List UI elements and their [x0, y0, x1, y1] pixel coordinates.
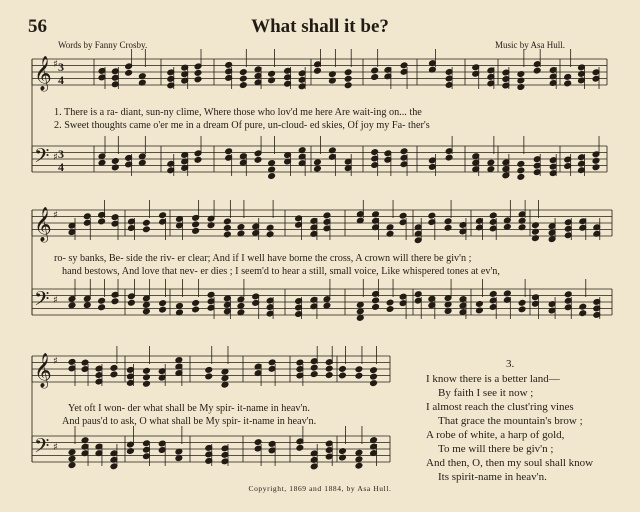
note-head — [239, 82, 247, 89]
hymn-title: What shall it be? — [251, 16, 389, 37]
note-head — [310, 371, 318, 378]
note-head — [192, 228, 200, 235]
note-head — [344, 69, 352, 76]
note-head — [339, 366, 347, 373]
lyric-line: And paus'd to ask, O what shall be My spir- it-name in heav'n. — [62, 416, 317, 427]
note-head — [159, 300, 167, 307]
verse3-line: A robe of white, a harp of gold, — [426, 429, 565, 441]
lyric-line: 1. There is a ra- diant, sun-ny clime, Where those who lov'd me here Are wait-ing on... the — [54, 107, 422, 118]
note-head — [487, 159, 495, 166]
note-head — [355, 462, 363, 469]
verse3-line: I almost reach the clust'ring vines — [426, 401, 574, 413]
verse3-line: To me will there be giv'n ; — [438, 443, 554, 455]
note-head — [517, 161, 525, 168]
note-head — [205, 367, 213, 374]
sharp-icon: ♯ — [53, 442, 58, 453]
note-head — [192, 306, 200, 313]
note-head — [444, 224, 452, 231]
note-head — [128, 299, 136, 306]
note-head — [356, 302, 364, 309]
note-head — [400, 148, 408, 155]
note-head — [476, 301, 484, 308]
note-head — [564, 74, 572, 81]
note-head — [224, 231, 232, 238]
note-head — [68, 462, 76, 469]
note-head — [355, 366, 363, 373]
note-head — [266, 224, 274, 231]
note-head — [205, 373, 213, 380]
note-head — [225, 148, 233, 155]
note-head — [579, 303, 587, 310]
music-credit: Music by Asa Hull. — [495, 40, 566, 50]
note-head — [68, 302, 76, 309]
note-head — [125, 69, 133, 76]
verse3-line: And then, O, then my soul shall know — [426, 457, 594, 469]
note-head — [489, 291, 497, 298]
note-head — [268, 173, 276, 180]
note-head — [159, 306, 167, 313]
note-head — [159, 212, 167, 219]
note-head — [372, 304, 380, 311]
note-head — [518, 306, 526, 313]
note-head — [98, 159, 106, 166]
note-head — [266, 231, 274, 238]
sharp-icon: ♯ — [53, 59, 58, 70]
note-head — [476, 307, 484, 314]
note-head — [386, 306, 394, 313]
lyric-line: hand bestows, And love that nev- er dies ; I seem'd to hear a still, small voice, Like whispered tones at ev'n, — [62, 266, 500, 277]
note-head — [143, 374, 151, 381]
note-head — [517, 167, 525, 174]
treble-clef-icon: 𝄞 — [34, 353, 52, 388]
sharp-icon: ♯ — [53, 295, 58, 306]
time-signature-top: 3 — [58, 147, 64, 161]
note-head — [239, 69, 247, 76]
bass-clef-icon: 𝄢 — [34, 287, 50, 315]
lyric-line: Yet oft I won- der what shall be My spir- it-name in heav'n. — [68, 403, 310, 414]
copyright-notice: Copyright, 1869 and 1884, by Asa Hull. — [248, 484, 392, 493]
verse3-line: Its spirit-name in heav'n. — [438, 471, 547, 483]
note-head — [517, 174, 525, 181]
note-head — [356, 315, 364, 322]
note-head — [143, 219, 151, 226]
note-head — [370, 367, 378, 374]
note-head — [489, 212, 497, 219]
note-head — [143, 380, 151, 387]
sharp-icon: ♯ — [53, 356, 58, 367]
note-head — [314, 159, 322, 166]
note-head — [194, 76, 202, 83]
note-head — [83, 302, 91, 309]
note-head — [370, 380, 378, 387]
note-head — [386, 299, 394, 306]
note-head — [444, 218, 452, 225]
note-head — [372, 297, 380, 304]
note-head — [138, 159, 146, 166]
treble-clef-icon: 𝄞 — [34, 56, 52, 91]
note-head — [370, 373, 378, 380]
note-head — [68, 449, 76, 456]
note-head — [268, 77, 276, 84]
note-head — [194, 69, 202, 76]
note-head — [98, 297, 106, 304]
note-head — [564, 80, 572, 87]
verse3-line: That grace the mountain's brow ; — [438, 415, 583, 427]
note-head — [310, 364, 318, 371]
bass-clef-icon: 𝄢 — [34, 144, 50, 172]
note-head — [143, 367, 151, 374]
note-head — [111, 164, 119, 171]
note-head — [325, 372, 333, 379]
verse3-line: By faith I see it now ; — [438, 387, 534, 399]
note-head — [296, 444, 304, 451]
note-head — [143, 308, 151, 315]
note-head — [192, 300, 200, 307]
verse3-line: I know there is a better land— — [426, 373, 560, 385]
note-head — [192, 221, 200, 228]
note-head — [323, 302, 331, 309]
note-head — [98, 304, 106, 311]
sharp-icon: ♯ — [53, 210, 58, 221]
note-head — [414, 291, 422, 298]
words-credit: Words by Fanny Crosby. — [58, 40, 148, 50]
note-head — [314, 67, 322, 74]
time-signature-top: 3 — [58, 60, 64, 74]
note-head — [371, 67, 379, 74]
note-head — [143, 302, 151, 309]
time-signature-bottom: 4 — [58, 160, 64, 174]
time-signature-bottom: 4 — [58, 73, 64, 87]
note-head — [68, 455, 76, 462]
note-head — [356, 308, 364, 315]
note-head — [323, 212, 331, 219]
note-head — [224, 218, 232, 225]
lyric-line: 2. Sweet thoughts came o'er me in a dream Of pure, un-cloud- ed skies, Of joy my Fa- ther's — [54, 120, 430, 131]
note-head — [110, 365, 118, 372]
note-head — [314, 165, 322, 172]
note-head — [564, 291, 572, 298]
note-head — [355, 372, 363, 379]
note-head — [592, 157, 600, 164]
note-head — [592, 164, 600, 171]
note-head — [487, 166, 495, 173]
note-head — [239, 75, 247, 82]
note-head — [344, 82, 352, 89]
note-head — [355, 456, 363, 463]
note-head — [371, 74, 379, 81]
note-head — [344, 75, 352, 82]
lyric-line: ro- sy banks, Be- side the riv- er clear; And if I well have borne the cross, A crown will there be giv'n ; — [54, 253, 472, 264]
note-head — [445, 154, 453, 161]
note-head — [194, 156, 202, 163]
bass-clef-icon: 𝄢 — [34, 434, 50, 462]
note-head — [428, 212, 436, 219]
note-head — [518, 299, 526, 306]
note-head — [579, 310, 587, 317]
note-head — [110, 371, 118, 378]
verse-number: 3. — [506, 358, 515, 370]
note-head — [339, 372, 347, 379]
note-head — [98, 218, 106, 225]
note-head — [325, 365, 333, 372]
note-head — [111, 298, 119, 305]
sharp-icon: ♯ — [53, 152, 58, 163]
note-head — [533, 67, 541, 74]
note-head — [254, 156, 262, 163]
note-head — [268, 70, 276, 77]
page-number: 56 — [28, 16, 47, 37]
treble-clef-icon: 𝄞 — [34, 207, 52, 242]
note-head — [355, 449, 363, 456]
note-head — [111, 158, 119, 165]
note-head — [143, 226, 151, 233]
note-head — [224, 225, 232, 232]
